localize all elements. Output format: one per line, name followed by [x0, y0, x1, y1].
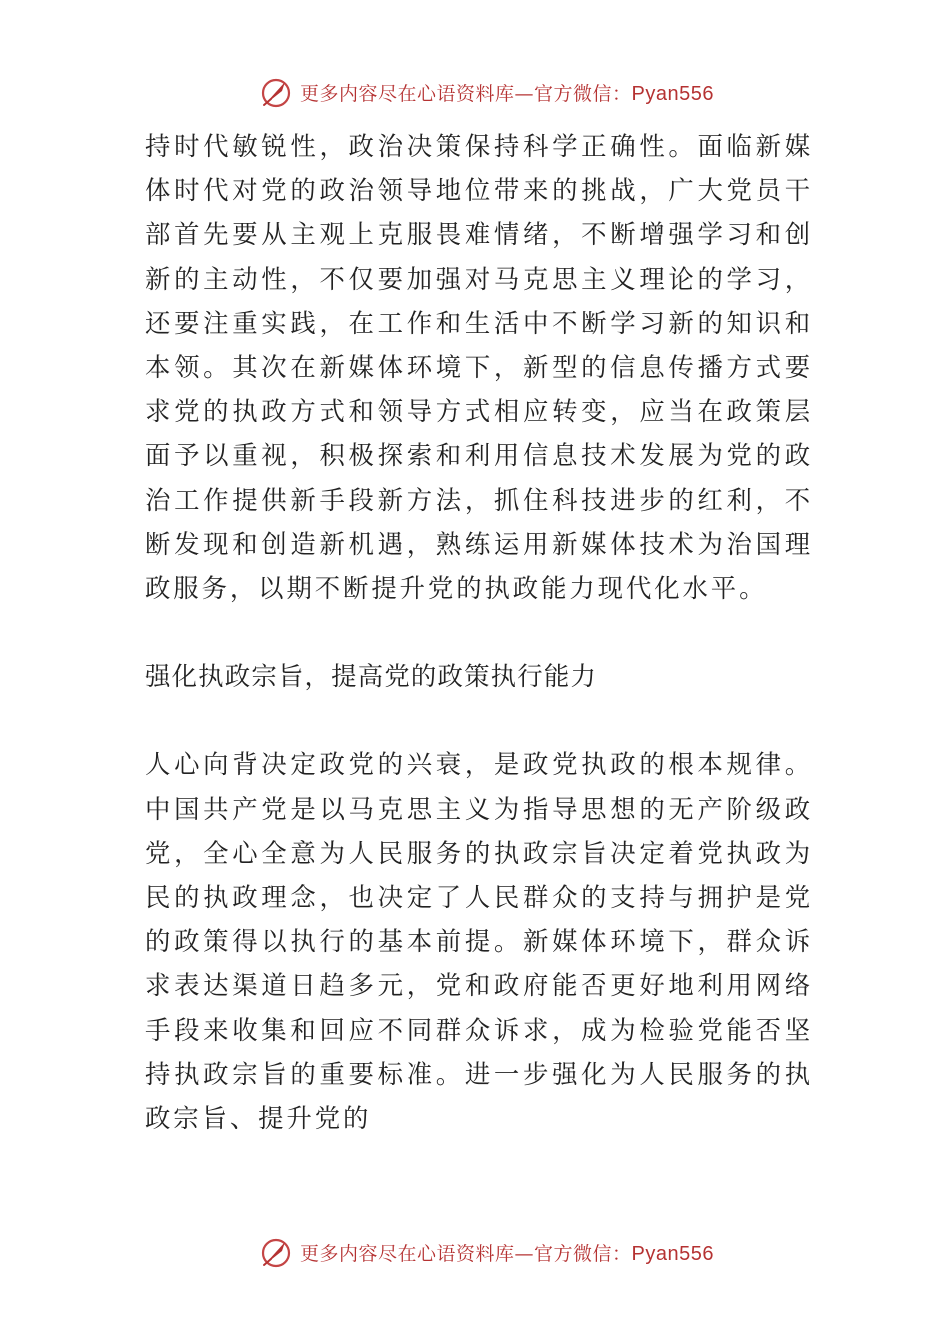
footer-banner-wechat-id: Pyan556	[631, 1242, 714, 1265]
paragraph-spacer	[145, 610, 813, 654]
quill-pen-logo-icon	[258, 74, 294, 110]
paragraph-1: 持时代敏锐性，政治决策保持科学正确性。面临新媒体时代对党的政治领导地位带来的挑战，广大党员干部首先要从主观上克服畏难情绪，不断增强学习和创新的主动性，不仅要加强对马克思主义理论的学习，还要注重实践，在工作和生活中不断学习新的知识和本领。其次在新媒体环境下，新型的信息传播方式要求党的执政方式和领导方式相应转变，应当在政策层面予以重视，积极探索和利用信息技术发展为党的政治工作提供新手段新方法，抓住科技进步的红利，不断发现和创造新机遇，熟练运用新媒体技术为治国理政服务，以期不断提升党的执政能力现代化水平。	[145, 131, 813, 604]
header-banner-wechat-id: Pyan556	[631, 82, 714, 105]
footer-banner-label: 更多内容尽在心语资料库—官方微信：	[300, 1242, 632, 1265]
paragraph-2: 人心向背决定政党的兴衰，是政党执政的根本规律。中国共产党是以马克思主义为指导思想的无产阶级政党，全心全意为人民服务的执政宗旨决定着党执政为民的执政理念，也决定了人民群众的支持与拥护是党的政策得以执行的基本前提。新媒体环境下，群众诉求表达渠道日趋多元，党和政府能否更好地利用网络手段来收集和回应不同群众诉求，成为检验党能否坚持执政宗旨的重要标准。进一步强化为人民服务的执政宗旨、提升党的	[145, 749, 813, 1134]
section-heading: 强化执政宗旨，提高党的政策执行能力	[145, 661, 598, 692]
footer-banner-inner	[258, 1234, 714, 1270]
header-banner	[0, 72, 950, 112]
header-banner-inner	[258, 74, 714, 110]
quill-pen-logo-icon	[258, 1234, 294, 1270]
header-banner-text	[300, 79, 714, 106]
document-body	[145, 124, 813, 1140]
footer-banner	[0, 1232, 950, 1272]
header-banner-label: 更多内容尽在心语资料库—官方微信：	[300, 82, 632, 105]
paragraph-spacer	[145, 698, 813, 742]
footer-banner-text	[300, 1239, 714, 1266]
